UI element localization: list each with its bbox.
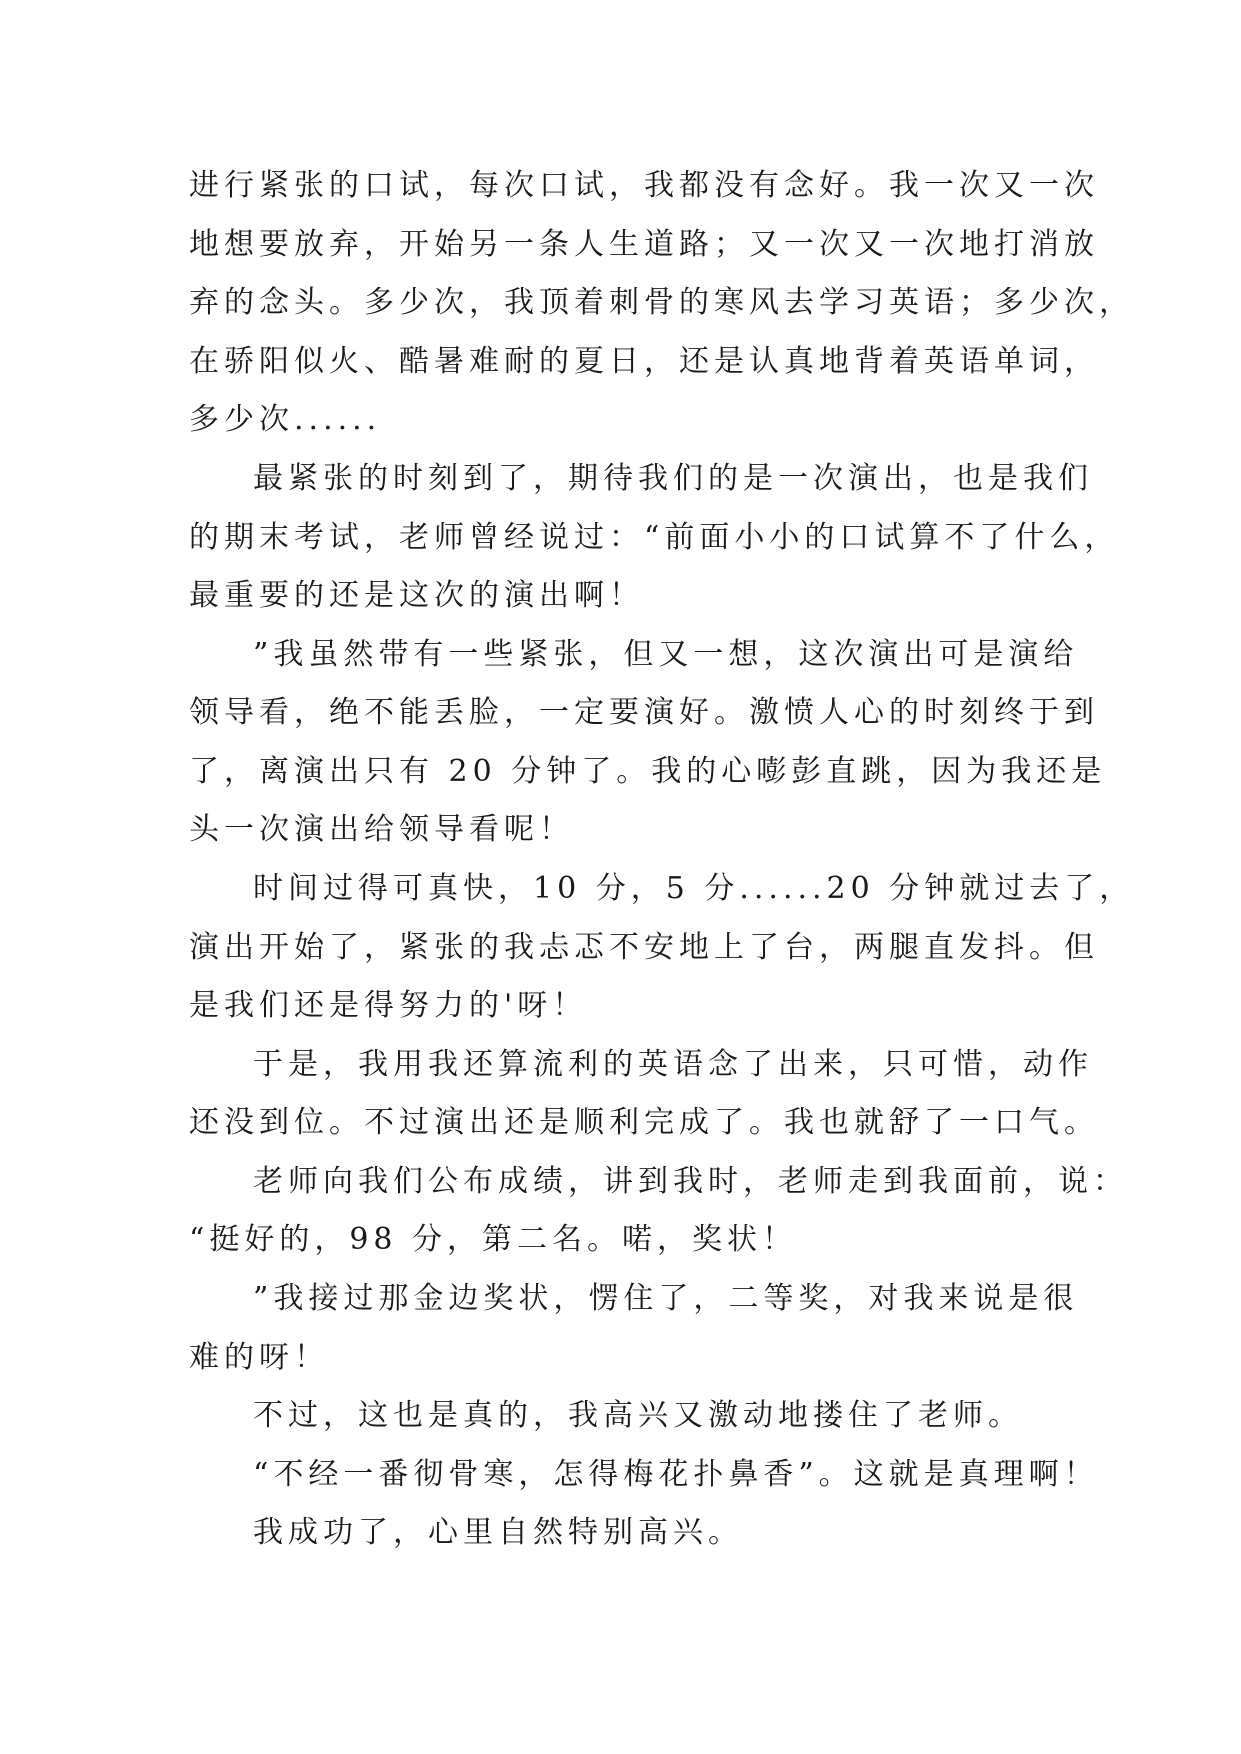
text-line: 我成功了，心里自然特别高兴。: [253, 1515, 743, 1550]
text-line: 最重要的还是这次的演出啊！: [189, 578, 644, 613]
text-line: “挺好的，98 分，第二名。喏，奖状！: [189, 1222, 798, 1257]
text-line: 于是，我用我还算流利的英语念了出来，只可惜，动作: [253, 1047, 1093, 1082]
text-line: 进行紧张的口试，每次口试，我都没有念好。我一次又一次: [189, 168, 1099, 203]
text-line: 多少次......: [189, 402, 382, 437]
text-line: 难的呀！: [189, 1340, 329, 1375]
text-line: 了，离演出只有 20 分钟了。我的心嘭彭直跳，因为我还是: [189, 754, 1107, 789]
text-line: 时间过得可真快，10 分，5 分......20 分钟就过去了，: [253, 871, 1135, 906]
text-line: 领导看，绝不能丢脸，一定要演好。激愤人心的时刻终于到: [189, 695, 1099, 730]
text-line: ”我虽然带有一些紧张，但又一想，这次演出可是演给: [253, 637, 1079, 672]
text-line: 地想要放弃，开始另一条人生道路；又一次又一次地打消放: [189, 227, 1099, 262]
text-line: 还没到位。不过演出还是顺利完成了。我也就舒了一口气。: [189, 1105, 1099, 1140]
text-line: “不经一番彻骨寒，怎得梅花扑鼻香”。这就是真理啊！: [253, 1457, 1099, 1492]
text-line: 头一次演出给领导看呢！: [189, 812, 574, 847]
text-line: 的期末考试，老师曾经说过：“前面小小的口试算不了什么，: [189, 520, 1120, 555]
text-line: 演出开始了，紧张的我忐忑不安地上了台，两腿直发抖。但: [189, 930, 1099, 965]
text-line: 老师向我们公布成绩，讲到我时，老师走到我面前，说：: [253, 1164, 1128, 1199]
text-line: 不过，这也是真的，我高兴又激动地搂住了老师。: [253, 1398, 1023, 1433]
text-line: ”我接过那金边奖状，愣住了，二等奖，对我来说是很: [253, 1281, 1079, 1316]
text-line: 弃的念头。多少次，我顶着刺骨的寒风去学习英语；多少次，: [189, 285, 1134, 320]
text-line: 在骄阳似火、酷暑难耐的夏日，还是认真地背着英语单词，: [189, 344, 1099, 379]
text-line: 是我们还是得努力的'呀！: [189, 988, 588, 1023]
text-line: 最紧张的时刻到了，期待我们的是一次演出，也是我们: [253, 461, 1093, 496]
